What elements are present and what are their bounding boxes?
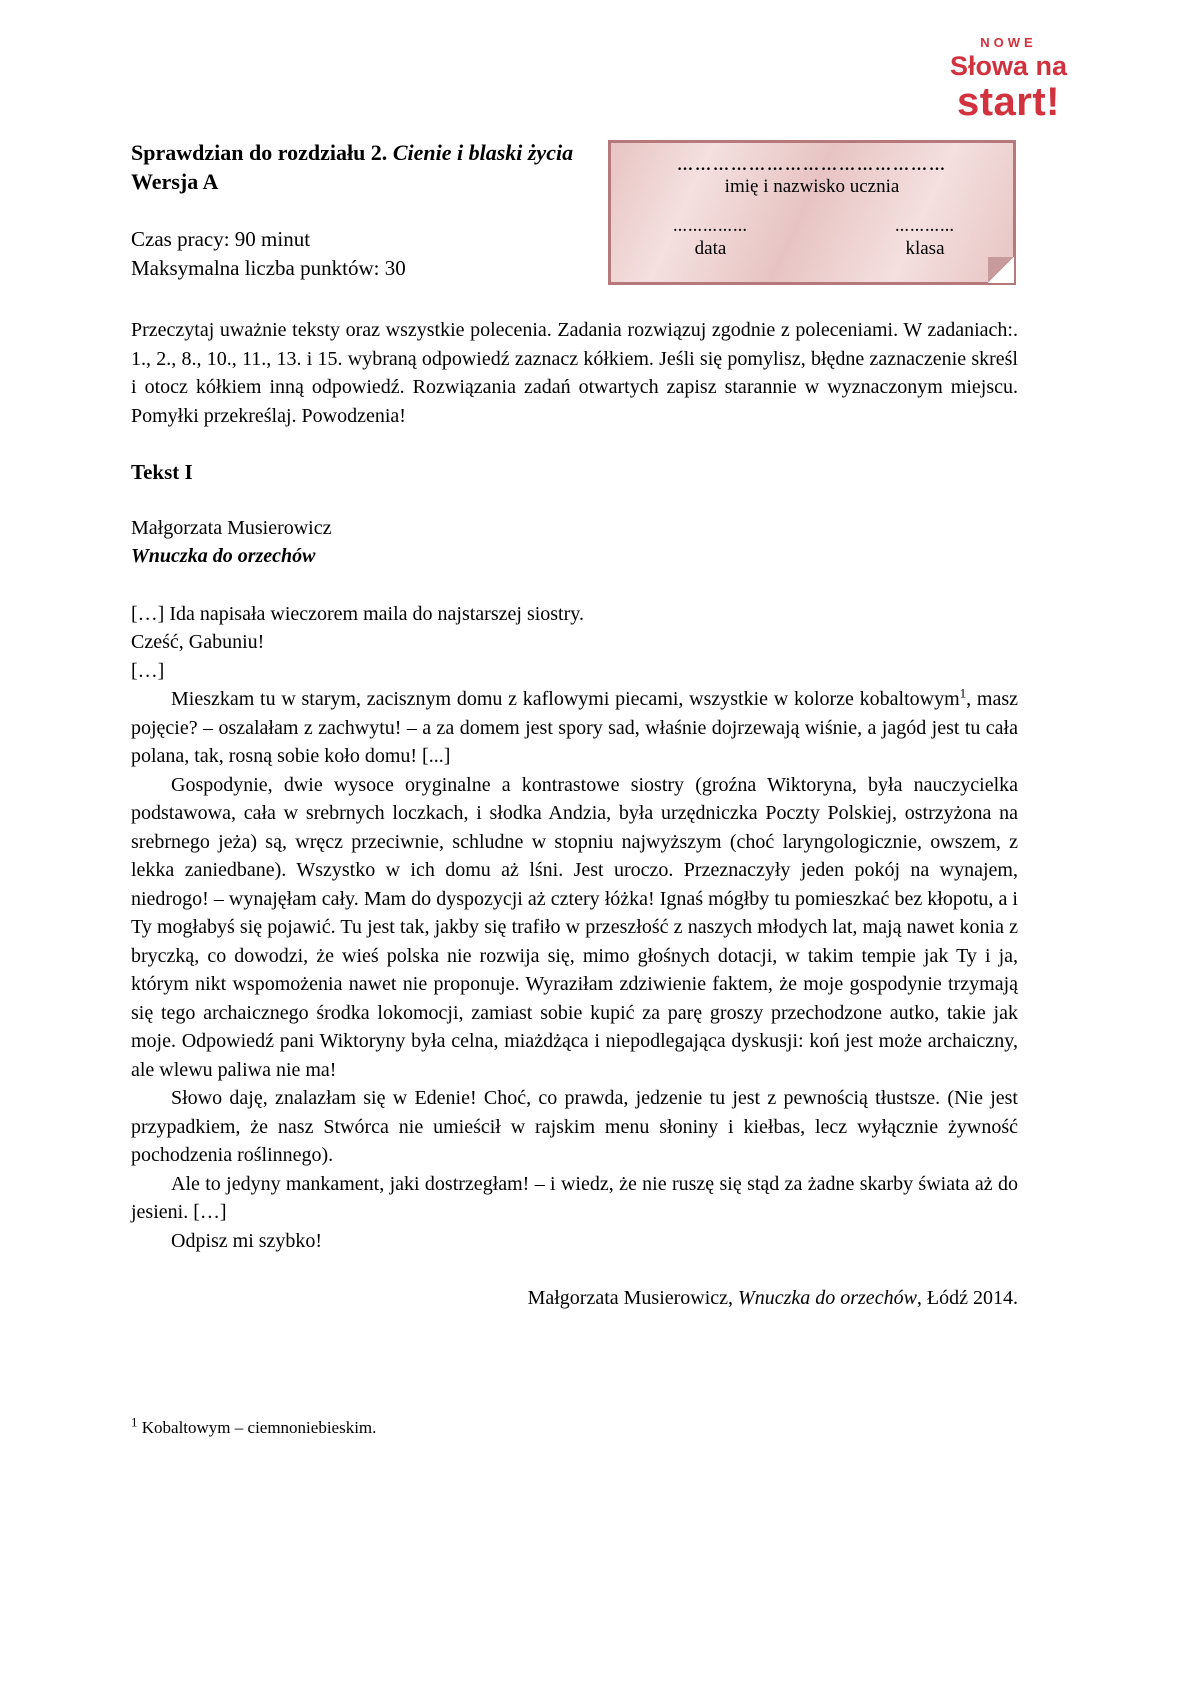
class-dotted-line: …………	[895, 220, 955, 235]
text-section-heading: Tekst I	[131, 460, 193, 484]
paragraph-5: Odpisz mi szybko!	[171, 1229, 323, 1252]
date-label: data	[694, 238, 727, 259]
student-name-label: imię i nazwisko ucznia	[724, 176, 900, 197]
test-title-prefix: Sprawdzian do rozdziału 2.	[131, 140, 393, 165]
footnote-reference: 1	[959, 685, 967, 701]
source-citation	[131, 1284, 1018, 1313]
folded-corner-decoration	[988, 257, 1014, 283]
paragraph-1-text-continued: , masz pojęcie? – oszalałam z zachwytu! – a za domem jest spory sad, właśnie dojrzewają wiśnie, a jagód jest tu cała polana, tak, rosną sobie koło domu! [...]	[131, 688, 1018, 767]
test-title	[131, 138, 611, 167]
test-header	[131, 138, 611, 283]
date-field	[673, 219, 748, 261]
document-content	[131, 316, 1018, 1439]
paragraph-4: Ale to jedyny mankament, jaki dostrzegłam! – i wiedz, że nie ruszę się stąd za żadne skarby świata aż do jesieni. […]	[131, 1172, 1018, 1223]
paragraph-1	[131, 685, 1018, 771]
intro-line: […]	[131, 659, 165, 682]
test-title-chapter-name: Cienie i blaski życia	[392, 140, 574, 165]
intro-line: Cześć, Gabuniu!	[131, 631, 265, 653]
logo-text-nowe: NOWE	[980, 35, 1037, 50]
book-title: Wnuczka do orzechów	[131, 545, 316, 567]
footnote-text: Kobaltowym – ciemnoniebieskim.	[137, 1417, 377, 1437]
source-book-title: Wnuczka do orzechów	[738, 1287, 917, 1309]
class-field	[895, 219, 955, 261]
footnote	[131, 1413, 1018, 1439]
intro-line: […] Ida napisała wieczorem maila do najstarszej siostry.	[131, 602, 584, 625]
test-max-points: Maksymalna liczba punktów: 30	[131, 256, 406, 280]
paragraph-2: Gospodynie, dwie wysoce oryginalne a kontrastowe siostry (groźna Wiktoryna, była nauczycielka podstawowa, cała w srebrnych loczkach, i słodka Andzia, była urzędniczka Poczty Polskiej, ostrzyżona na srebrnego jeża) są, wręcz przeciwnie, schludne w stopniu najwyższym (choć laryngologicznie, owszem, z lekka zaniedbane). Wszystko w ich domu aż lśni. Jest uroczo. Przeznaczyły jeden pokój na wynajem, niedrogo! – wynajęłam cały. Mam do dyspozycji aż cztery łóżka! Ignaś mógłby tu pomieszkać bez kłopotu, a i Ty mogłabyś się pojawić. Tu jest tak, jakby się trafiło w przeszłość z naszych młodych lat, mają nawet konia z bryczką, co dowodzi, że wieś polska nie rozwija się, mimo głośnych dotacji, w takim tempie jak Ty i ja, którym nikt wspomożenia nawet nie proponuje. Wyraziłam zdziwienie faktem, że moje gospodynie trzymają się tego archaicznego środka lokomocji, zamiast sobie kupić za parę groszy przechodzone autko, takie jak moje. Odpowiedź pani Wiktoryny była celna, miażdżąca i niepodlegająca dyskusji: koń jest może archaiczny, ale wlewu paliwa nie ma!	[131, 773, 1018, 1081]
date-dotted-line: ……………	[673, 220, 748, 235]
paragraph-3: Słowo daję, znalazłam się w Edenie! Choć, co prawda, jedzenie tu jest z pewnością tłustsze. (Nie jest przypadkiem, że nasz Stwórca nie umieścił w rajskim menu słoniny i kiełbas, lecz wyłącznie żywność pochodzenia roślinnego).	[131, 1087, 1018, 1166]
student-name-dotted-line: ………………………………………	[677, 157, 947, 174]
logo-text-start: start!	[956, 80, 1060, 124]
source-place-year: , Łódź 2014.	[916, 1287, 1018, 1309]
source-author: Małgorzata Musierowicz,	[527, 1287, 739, 1309]
date-class-row	[611, 219, 1013, 261]
paragraph-1-text: Mieszkam tu w starym, zacisznym domu z kaflowymi piecami, wszystkie w kolorze kobaltowym	[171, 688, 960, 710]
reading-text	[131, 600, 1018, 1256]
footnote-number: 1	[131, 1413, 138, 1429]
test-duration: Czas pracy: 90 minut	[131, 227, 311, 251]
test-version: Wersja A	[131, 169, 219, 194]
class-label: klasa	[905, 238, 945, 259]
test-instructions: Przeczytaj uważnie teksty oraz wszystkie polecenia. Zadania rozwiązuj zgodnie z poleceniami. W zadaniach:. 1., 2., 8., 10., 11., 13. i 15. wybraną odpowiedź zaznacz kółkiem. Jeśli się pomylisz, błędne zaznaczenie skreśl i otocz kółkiem inną odpowiedź. Rozwiązania zadań otwartych zapisz starannie w wyznaczonym miejscu. Pomyłki przekreślaj. Powodzenia!	[131, 319, 1018, 427]
author-name: Małgorzata Musierowicz	[131, 516, 332, 539]
student-info-box	[608, 140, 1016, 285]
publisher-logo	[950, 36, 1067, 122]
logo-text-slowa-na: Słowa na	[949, 51, 1067, 81]
student-name-field	[611, 157, 1013, 199]
